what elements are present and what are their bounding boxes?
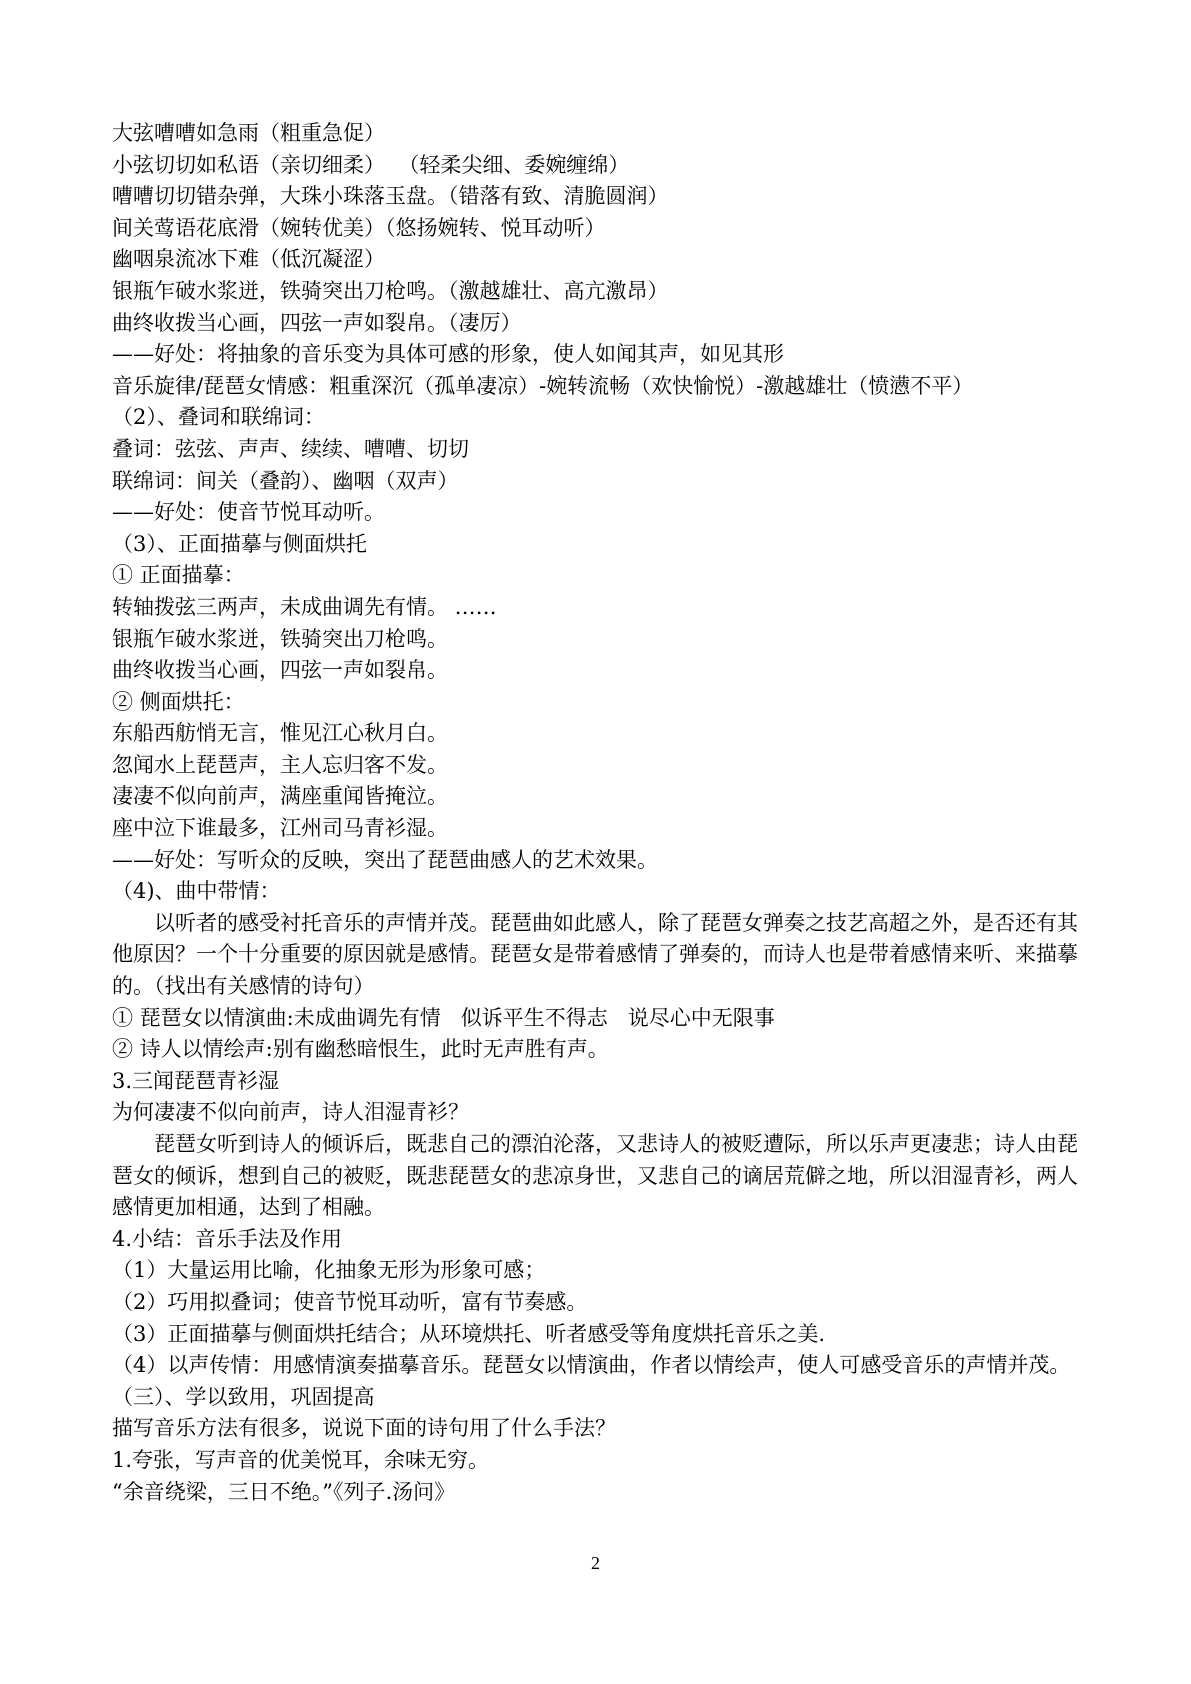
text-line: 嘈嘈切切错杂弹，大珠小珠落玉盘。（错落有致、清脆圆润） (112, 184, 669, 209)
section-heading: （三）、学以致用，巩固提高 (112, 1384, 375, 1409)
text-line: 大弦嘈嘈如急雨（粗重急促） (112, 121, 385, 145)
subheading: ② 侧面烘托： (112, 689, 245, 714)
section-heading: （4)、曲中带情： (112, 879, 281, 904)
poem-line: 座中泣下谁最多，江州司马青衫湿。 (112, 816, 448, 841)
section-heading: （3）、正面描摹与侧面烘托 (112, 531, 367, 556)
text-line: ——好处：将抽象的音乐变为具体可感的形象，使人如闻其声，如见其形 (112, 342, 784, 367)
text-line: ② 诗人以情绘声:别有幽愁暗恨生，此时无声胜有声。 (112, 1037, 609, 1062)
text-line: ——好处：使音节悦耳动听。 (112, 500, 385, 525)
poem-line: 银瓶乍破水浆迸，铁骑突出刀枪鸣。 (112, 626, 448, 651)
quote-line: “余音绕梁，三日不绝。”《列子.汤问》 (112, 1479, 456, 1504)
page-number: 2 (591, 1553, 600, 1573)
text-line: 1.夸张，写声音的优美悦耳，余味无穷。 (112, 1447, 490, 1472)
text-line: ① 琵琶女以情演曲:未成曲调先有情 似诉平生不得志 说尽心中无限事 (112, 1005, 775, 1030)
poem-line: 东船西舫悄无言，惟见江心秋月白。 (112, 721, 448, 746)
text-line: ——好处：写听众的反映，突出了琵琶曲感人的艺术效果。 (112, 847, 658, 872)
text-paragraph: 琵琶女听到诗人的倾诉后，既悲自己的漂泊沦落，又悲诗人的被贬遭际，所以乐声更凄悲；诗人由琵琶女的倾诉，想到自己的被贬，既悲琵琶女的悲凉身世，又悲自己的谪居荒僻之地，所以泪湿青衫，两人感情更加相通，达到了相融。 (112, 1132, 1078, 1220)
text-line: 银瓶乍破水浆迸，铁骑突出刀枪鸣。（激越雄壮、高亢激昂） (112, 278, 669, 303)
text-paragraph: 以听者的感受衬托音乐的声情并茂。琵琶曲如此感人，除了琵琶女弹奏之技艺高超之外，是否还有其他原因？一个十分重要的原因就是感情。琵琶女是带着感情了弹奏的，而诗人也是带着感情来听、来描摹的。（找出有关感情的诗句） (112, 910, 1078, 999)
section-heading: 4.小结：音乐手法及作用 (112, 1226, 343, 1251)
text-line: 叠词：弦弦、声声、续续、嘈嘈、切切 (112, 436, 469, 461)
text-line: 曲终收拨当心画，四弦一声如裂帛。（凄厉） (112, 310, 522, 335)
document-body (112, 118, 1092, 1508)
text-line: 描写音乐方法有很多，说说下面的诗句用了什么手法？ (112, 1416, 616, 1441)
text-line: 联绵词：间关（叠韵）、幽咽（双声） (112, 468, 459, 493)
list-item: （3）正面描摹与侧面烘托结合；从环境烘托、听者感受等角度烘托音乐之美. (112, 1321, 826, 1346)
list-item: （1）大量运用比喻，化抽象无形为形象可感； (112, 1258, 546, 1283)
text-line: 小弦切切如私语（亲切细柔） （轻柔尖细、委婉缠绵） (112, 152, 630, 177)
list-item: （4）以声传情：用感情演奏描摹音乐。琵琶女以情演曲，作者以情绘声，使人可感受音乐的声情并茂。 (112, 1353, 1071, 1378)
subheading: ① 正面描摹： (112, 563, 245, 588)
section-heading: （2）、叠词和联绵词： (112, 405, 325, 430)
poem-line: 转轴拨弦三两声，未成曲调先有情。 …… (112, 594, 497, 619)
section-heading: 3.三闻琵琶青衫湿 (112, 1068, 280, 1093)
text-line: 为何凄凄不似向前声，诗人泪湿青衫？ (112, 1100, 469, 1125)
poem-line: 曲终收拨当心画，四弦一声如裂帛。 (112, 658, 448, 683)
text-line: 间关莺语花底滑（婉转优美）（悠扬婉转、悦耳动听） (112, 215, 606, 240)
poem-line: 凄凄不似向前声，满座重闻皆掩泣。 (112, 784, 448, 809)
text-line: 幽咽泉流冰下难（低沉凝涩） (112, 247, 385, 272)
list-item: （2）巧用拟叠词；使音节悦耳动听，富有节奏感。 (112, 1289, 588, 1314)
text-paragraph: 音乐旋律/琵琶女情感：粗重深沉（孤单凄凉）-婉转流畅（欢快愉悦）-激越雄壮（愤懑不平） (112, 373, 974, 398)
poem-line: 忽闻水上琵琶声，主人忘归客不发。 (112, 752, 448, 777)
